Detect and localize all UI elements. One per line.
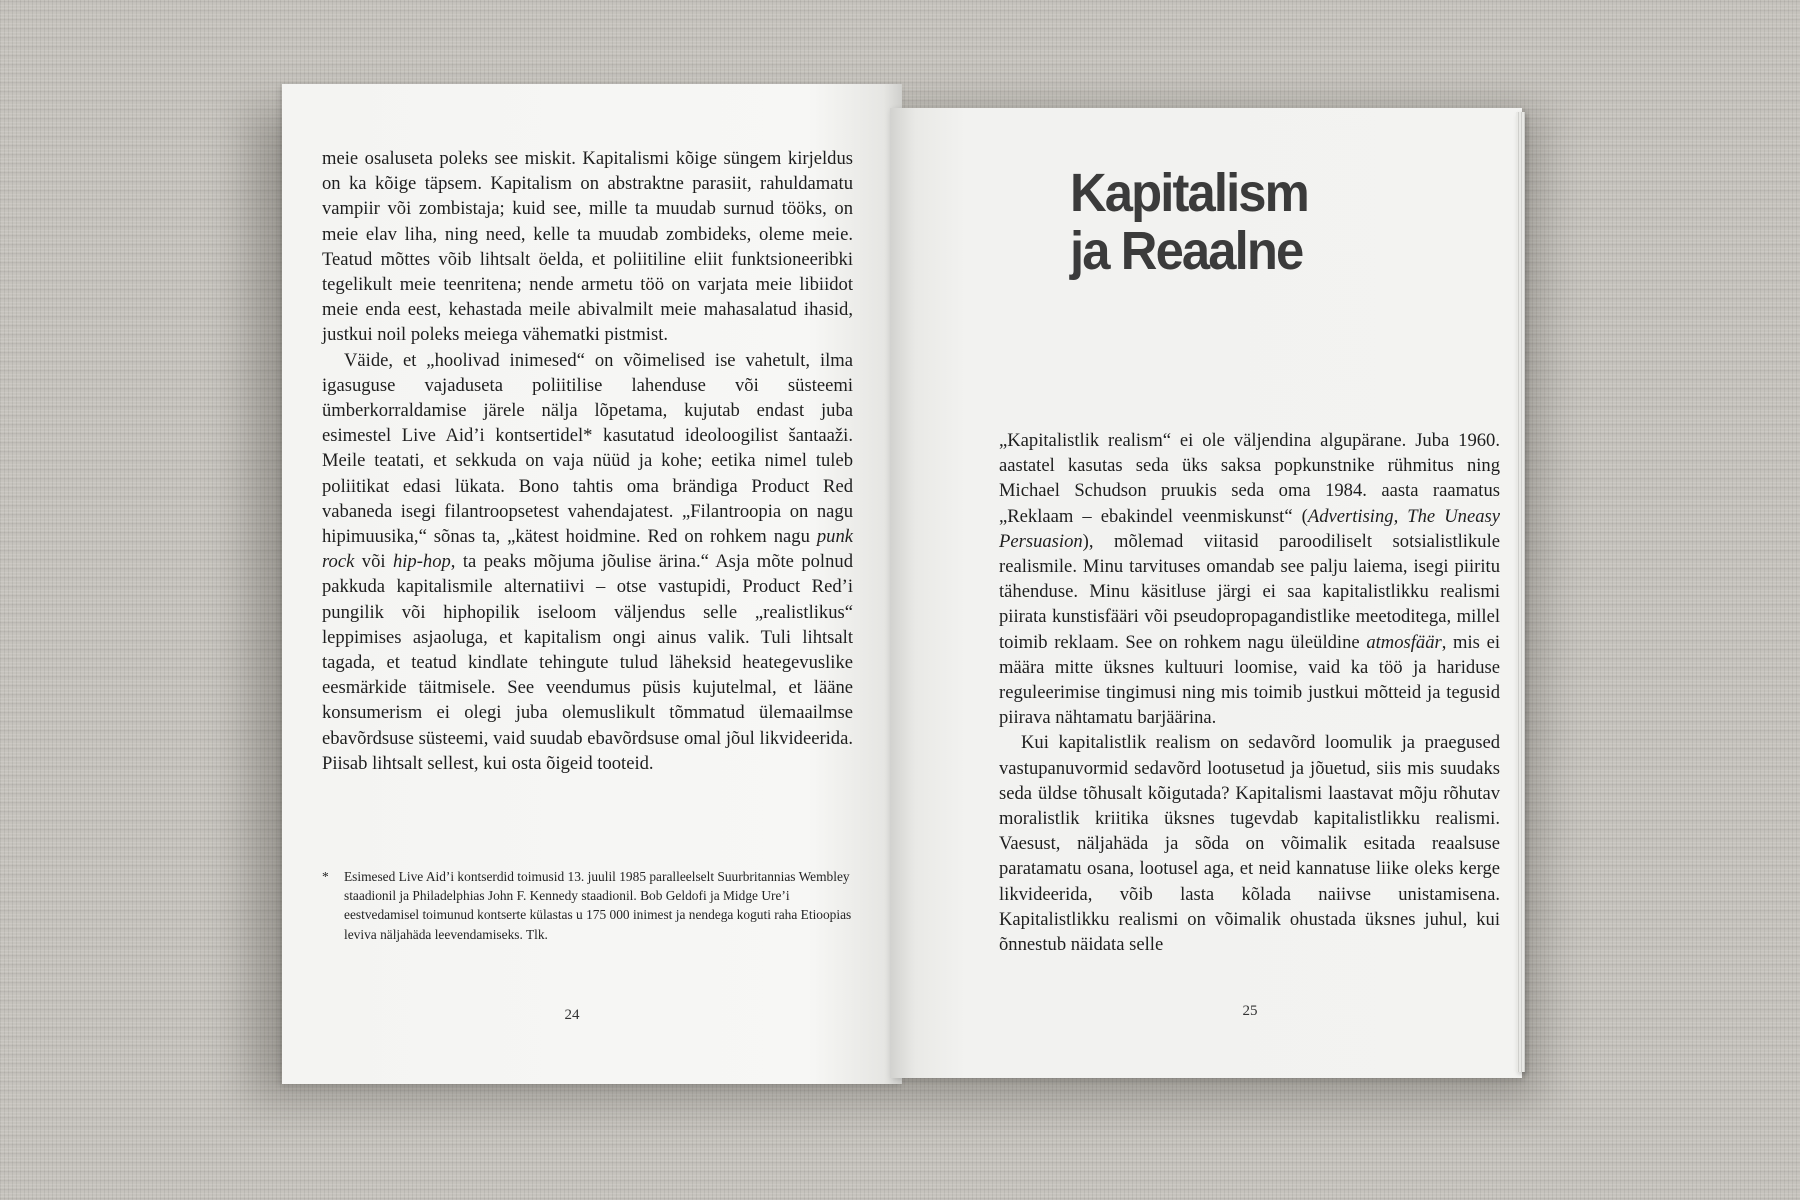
left-paragraph-2-text-3: , ta peaks mõjuma jõulise ärina.“ Asja mõte polnud pakkuda kapitalismile alternatiivi – otse vastupidi, Product Red’i pungilik või hiphopilik iseloom väljendus selle „realistlikus“ leppimises asjaoluga, et kapitalism ongi ainus valik. Tuli lihtsalt tagada, et teatud kindlate tehingute tulud läheksid heategevuslike eesmärkide täitmisele. See veendumus püsis kujutelmal, et lääne konsumerism ei olegi juba olemuslikult tõmmatud ülemaailmse ebavõrdsuse süsteemi, vaid suudab ebavõrdsuse omal jõul likvideerida. Piisab lihtsalt sellest, kui osta õigeid tooteid. [322,551,853,774]
footnote [322,867,853,944]
right-page [890,108,1522,1078]
footnote-text: Esimesed Live Aid’i kontserdid toimusid 13. juulil 1985 paralleelselt Suurbritannias Wembley staadionil ja Philadelphias John F. Kennedy staadionil. Bob Geldofi ja Midge Ure’i eestvedamisel toimunud kontserte külastas u 175 000 inimest ja nendega koguti raha Etioopias leviva näljahäda leevendamiseks. Tlk. [344,869,852,942]
left-page [282,84,902,1084]
right-paragraph-2: Kui kapitalistlik realism on sedavõrd loomulik ja praegused vastupanuvormid sedavõrd lootusetud ja jõuetud, siis mis suudaks seda üldse tõhusalt kõigutada? Kapitalismi laastavat mõju rõhutav moralistlik kriitika üksnes tugevdab kapitalistlikku realismi. Vaesust, näljahäda ja sõda on võimalik esitada reaalsuse paratamatu osana, lootusel aga, et neid kannatuse liike oleks kerge likvideerida, võib lasta kõlada naiivse unistamisena. Kapitalistlikku realismi on võimalik ohustada üksnes juhul, kui õnnestub näidata selle [999,732,1500,956]
right-paragraph-1-text-1: „Kapitalistlik realism“ ei ole väljendina algupärane. Juba 1960. aastatel kasutas seda üks saksa popkunstnike rühmitus ning Michael Schudson pruukis seda oma 1984. aasta raamatus „Reklaam – ebakindel veenmiskunst“ ( [999,430,1500,527]
right-paragraph-1 [999,428,1500,730]
right-page-body [999,428,1500,957]
italic-hip-hop: hip-hop [392,551,451,573]
page-number-right: 25 [1242,1003,1258,1019]
page-edges [1516,112,1525,1072]
right-paragraph-1-text-3: , mis ei määra mitte üksnes kultuuri loomise, vaid ka töö ja hariduse reguleerimise tingimusi ning mis toimib justkui mõtteid ja tegusid piirava nähtamatu barjäärina. [999,631,1500,729]
footnote-mark: * [322,869,329,884]
chapter-title-line-2: ja Reaalne [1070,221,1303,281]
chapter-title-line-1: Kapitalism [1070,163,1308,223]
italic-atmosfaar: atmosfäär [1366,631,1442,653]
italic-punk-rock: punk rock [322,526,853,573]
italic-book-title: Advertising, The Uneasy Persuasion [999,505,1500,552]
left-page-body [322,146,853,776]
right-paragraph-1-text-2: ), mõlemad viitasid paroodiliselt sotsialistlikule realismile. Minu tarvituses omandab see palju laiema, isegi piiritu tähenduse. Minu käsitluse järgi ei saa kapitalistlikku realismi piirata kunstisfääri või pseudopropagandistlike meetoditega, millel toimib reklaam. See on rohkem nagu üleüldine [999,530,1500,653]
page-number-left: 24 [564,1007,580,1023]
left-paragraph-2-text-1: Väide, et „hoolivad inimesed“ on võimelised ise vahetult, ilma igasuguse vajaduseta poliitilise lahenduse või süsteemi ümberkorraldamise järele nälja lõpetama, kujutab endast juba esimestel Live Aid’i kontsertidel* kasutatud ideoloogilist šantaaži. Meile teatati, et sekkuda on vaja nüüd ja kohe; eetika nimel tuleb poliitikat edasi lükata. Bono tahtis oma brändiga Product Red vabaneda isegi filantroopsetest vahendajatest. „Filantroopia on nagu hipimuusika,“ sõnas ta, „kätest hoidmine. Red on rohkem nagu [322,349,853,548]
chapter-title [1070,164,1380,280]
left-paragraph-2-text-2: või [354,551,393,573]
left-paragraph-2 [322,348,853,776]
left-paragraph-1: meie osaluseta poleks see miskit. Kapitalismi kõige süngem kirjeldus on ka kõige täpsem. Kapitalism on abstraktne parasiit, rahuldamatu vampiir või zombistaja; kuid see, mille ta muudab surnud tööks, on meie elav liha, ning need, kelle ta muudab zombideks, oleme meie. Teatud mõttes võib lihtsalt öelda, et poliitiline eliit funktsioneeribki tegelikult meie teenritena; nende armetu töö on varjata meie libiidot meie enda eest, kehastada meile abivalmilt meie mahasalatud ihasid, justkui noil poleks meiega vähematki pistmist. [322,148,853,346]
